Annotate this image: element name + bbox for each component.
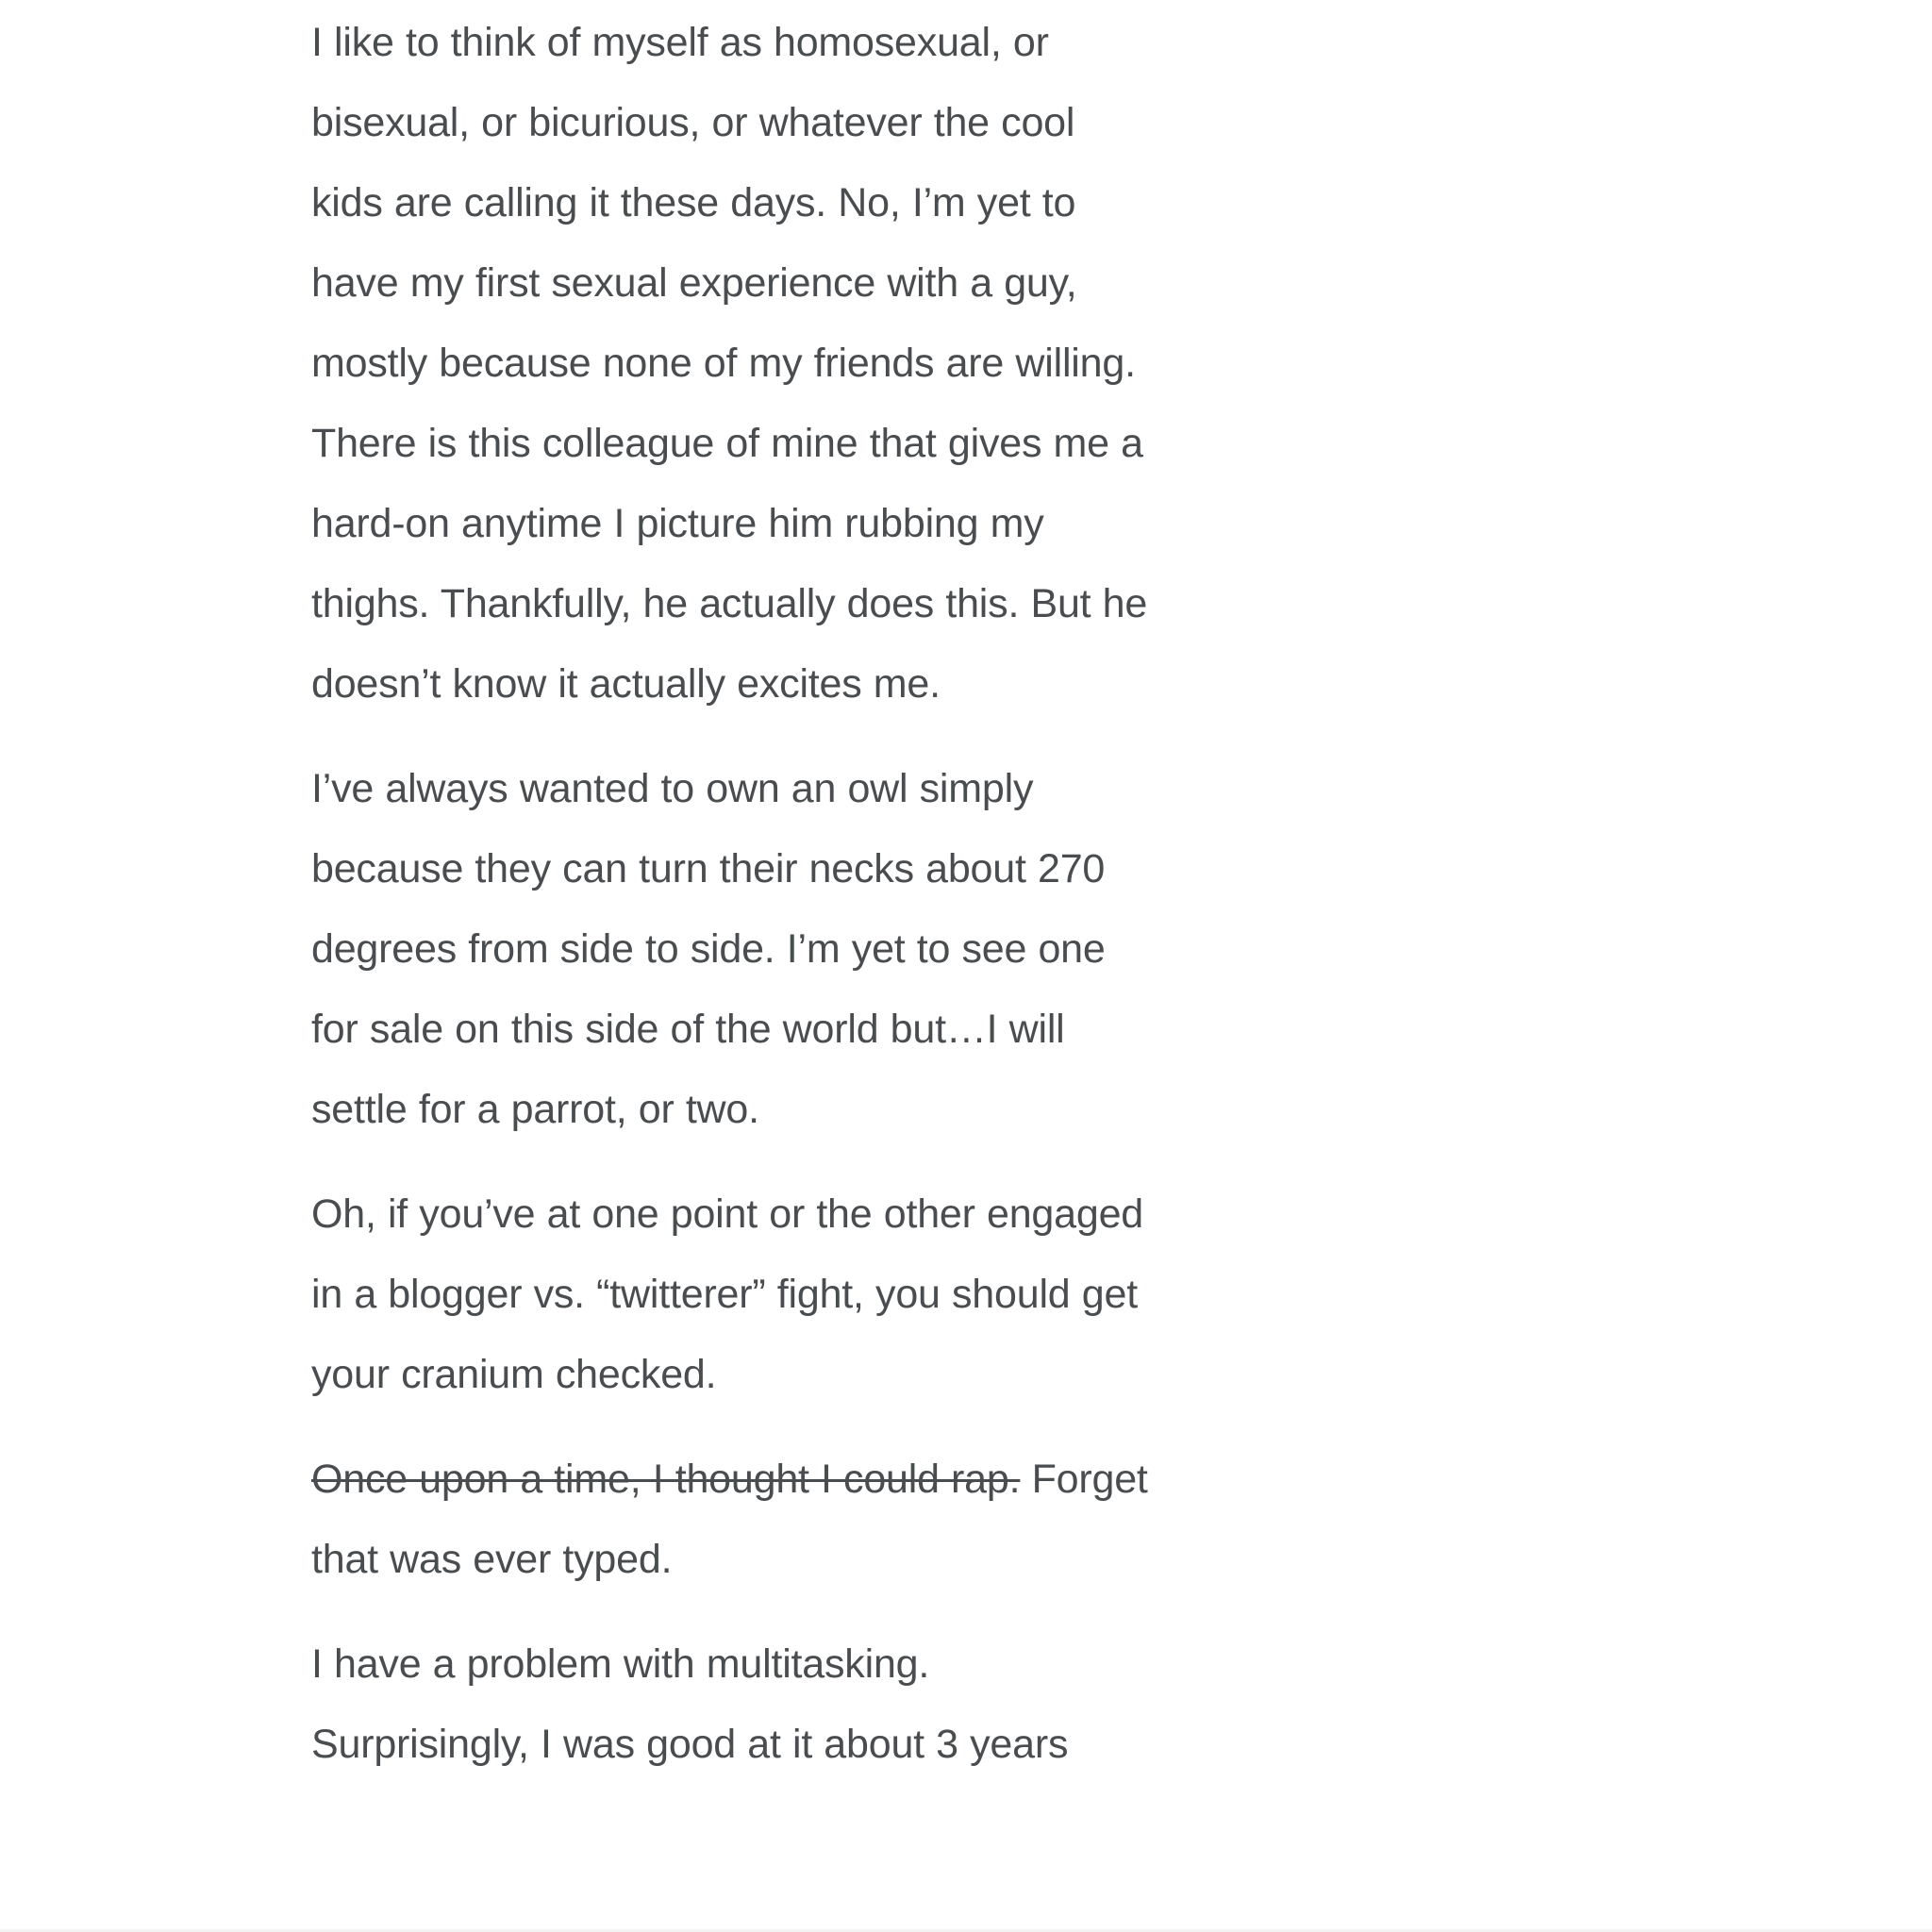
paragraph-rap-retraction <box>311 1440 1153 1600</box>
paragraph-rap-retraction-tail: Forget that was ever typed. <box>311 1457 1148 1582</box>
paragraph-owl: I’ve always wanted to own an owl simply because they can turn their necks about 270 degrees from side to side. I’m yet to see one for sale on this side of the world but…I will settle for a parrot, or two. <box>311 766 1106 1132</box>
strikethrough-text: Once upon a time, I thought I could rap. <box>311 1457 1021 1502</box>
article-body <box>311 0 1153 1785</box>
paragraph-blogger-fight: Oh, if you’ve at one point or the other engaged in a blogger vs. “twitterer” fight, you should get your cranium checked. <box>311 1191 1143 1397</box>
paragraph-sexuality: I like to think of myself as homosexual, or bisexual, or bicurious, or whatever the cool kids are calling it these days. No, I’m yet to have my first sexual experience with a guy, mostly because none of my friends are willing. There is this colleague of mine that gives me a hard-on anytime I picture him rubbing my thighs. Thankfully, he actually does this. But he doesn’t know it actually excites me. <box>311 20 1148 707</box>
paragraph-multitasking: I have a problem with multitasking. Surprisingly, I was good at it about 3 years <box>311 1641 1069 1767</box>
